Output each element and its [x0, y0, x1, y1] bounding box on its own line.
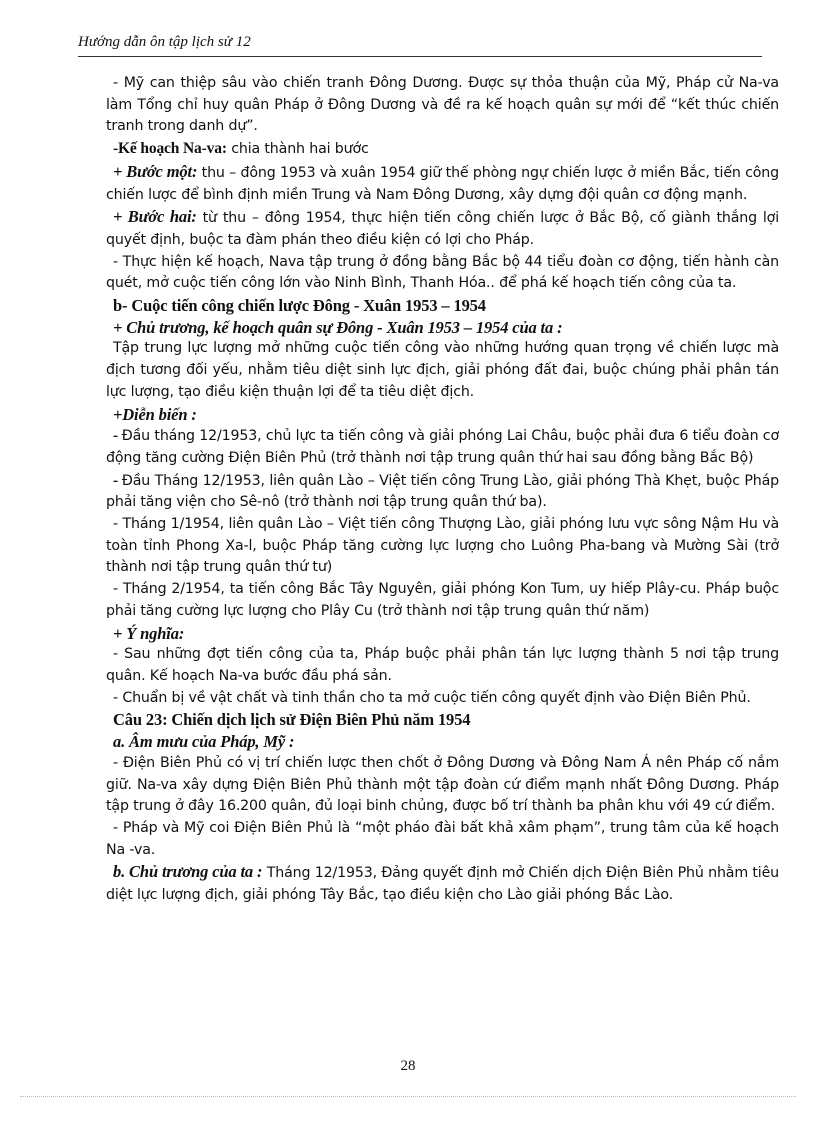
text: Mỹ can thiệp sâu vào chiến tranh Đông Dương. Được sự thỏa thuận của Mỹ, Pháp cử Na-va làm Tổng chỉ huy quân Pháp ở Đông Dương và đề ra kế hoạch quân sự mới để “kết thúc chiến tranh trong danh dự”.: [106, 75, 779, 135]
paragraph-plan-execution: - Thực hiện kế hoạch, Nava tập trung ở đồng bằng Bắc bộ 44 tiểu đoàn cơ động, tiến hành càn quét, mở cuộc tiến công lớn vào Ninh Bình, Thanh Hóa.. để phá kế hoạch tiến công của ta.: [106, 253, 779, 292]
text: chia thành hai bước: [226, 141, 369, 158]
paragraph-strategy: Tập trung lực lượng mở những cuộc tiến công vào những hướng quan trọng về chiến lược mà địch tương đối yếu, nhằm tiêu diệt sinh lực địch, giải phóng đất đai, buộc chúng phải phân tán lực lượng, tạo điều kiện thuận lợi để ta tiêu diệt địch.: [106, 340, 779, 400]
paragraph-significance-2: - Chuẩn bị về vật chất và tinh thần cho ta mở cuộc tiến công quyết định vào Điện Biên Phủ.: [113, 689, 751, 706]
step-two-label: + Bước hai:: [113, 207, 197, 227]
page-number: 28: [400, 1058, 416, 1074]
paragraph-development-4: - Tháng 2/1954, ta tiến công Bắc Tây Nguyên, giải phóng Kon Tum, uy hiếp Plây-cu. Pháp buộc phải tăng cường lực lượng cho Plây Cu (trở thành nơi tập trung quân thứ năm): [106, 581, 779, 619]
paragraph-significance-1: - Sau những đợt tiến công của ta, Pháp buộc phải phân tán lực lượng thành 5 nơi tập trung quân. Kế hoạch Na-va bước đầu phá sản.: [106, 646, 779, 684]
paragraph-us-intervention: [106, 73, 779, 138]
dash: -: [113, 471, 122, 489]
text: Tháng 12/1953, Đảng quyết định mở Chiến dịch Điện Biên Phủ nhằm tiêu diệt lực lượng địch, giải phóng Tây Bắc, tạo điều kiện cho Lào giải phóng Bắc Lào.: [106, 865, 780, 904]
paragraph-development-2: [106, 470, 779, 514]
navarre-plan-heading: -Kế hoạch Na-va:: [113, 140, 227, 158]
french-us-schemes-heading: a. Âm mưu của Pháp, Mỹ :: [113, 732, 295, 752]
text: Đầu tháng 12/1953, chủ lực ta tiến công và giải phóng Lai Châu, buộc phải đưa 6 tiểu đoàn cơ động tăng cường Điện Biên Phủ (trở thành nơi tập trung quân thứ hai sau đồng bằng Bắc Bộ): [106, 428, 779, 466]
running-header: Hướng dẫn ôn tập lịch sử 12: [78, 34, 251, 50]
section-b-heading: b- Cuộc tiến công chiến lược Đông - Xuân 1953 – 1954: [113, 296, 486, 316]
paragraph-scheme-2: - Pháp và Mỹ coi Điện Biên Phủ là “một pháo đài bất khả xâm phạm”, trung tâm của kế hoạch Na -va.: [106, 819, 779, 858]
significance-heading: + Ý nghĩa:: [113, 623, 185, 643]
page-body: [106, 73, 779, 907]
text: từ thu – đông 1954, thực hiện tiến công chiến lược ở Bắc Bộ, cố giành thắng lợi quyết định, buộc ta đàm phán theo điều kiện có lợi cho Pháp.: [106, 210, 779, 248]
paragraph-step-two: [106, 206, 779, 251]
dash: -: [113, 75, 124, 91]
step-one-label: + Bước một:: [113, 161, 198, 181]
paragraph-development-1: [106, 425, 779, 469]
paragraph-scheme-1: - Điện Biên Phủ có vị trí chiến lược then chốt ở Đông Dương và Đông Nam Á nên Pháp cố nắm giữ. Na-va xây dựng Điện Biên Phủ thành một tập đoàn cứ điểm mạnh nhất Đông Dương. Pháp tập trung ở đây 16.200 quân, đủ loại binh chủng, được bố trí thành ba phân khu với 49 cứ điểm.: [106, 754, 779, 815]
text: thu – đông 1953 và xuân 1954 giữ thế phòng ngự chiến lược ở miền Bắc, tiến công chiến lược để bình định miền Trung và Nam Đông Dương, xây dựng đội quân cơ động mạnh.: [106, 164, 779, 203]
section-b-subheading: + Chủ trương, kế hoạch quân sự Đông - Xuân 1953 – 1954 của ta :: [113, 317, 563, 337]
our-policy-label: b. Chủ trương của ta :: [113, 862, 263, 882]
paragraph-navarre-plan: [106, 138, 779, 161]
header-divider: [78, 56, 762, 57]
developments-heading: +Diễn biến :: [113, 404, 197, 424]
paragraph-development-3: - Tháng 1/1954, liên quân Lào – Việt tiến công Thượng Lào, giải phóng lưu vực sông Nậm Hu và toàn tỉnh Phong Xa-l, buộc Pháp tăng cường lực lượng cho Luông Pha-bang và Mường Sài (trở thành nơi tập trung quân thứ tư): [106, 516, 779, 576]
footer-divider: [20, 1096, 796, 1097]
text: Đầu Tháng 12/1953, liên quân Lào – Việt tiến công Trung Lào, giải phóng Thà Khẹt, buộc Pháp phải tăng viện cho Sê-nô (trở thành nơi tập trung quân thứ ba).: [106, 472, 779, 511]
paragraph-step-one: [106, 161, 779, 206]
question-23-heading: Câu 23: Chiến dịch lịch sử Điện Biên Phủ năm 1954: [113, 710, 471, 730]
dash: -: [113, 427, 122, 445]
paragraph-our-policy: [106, 861, 779, 906]
